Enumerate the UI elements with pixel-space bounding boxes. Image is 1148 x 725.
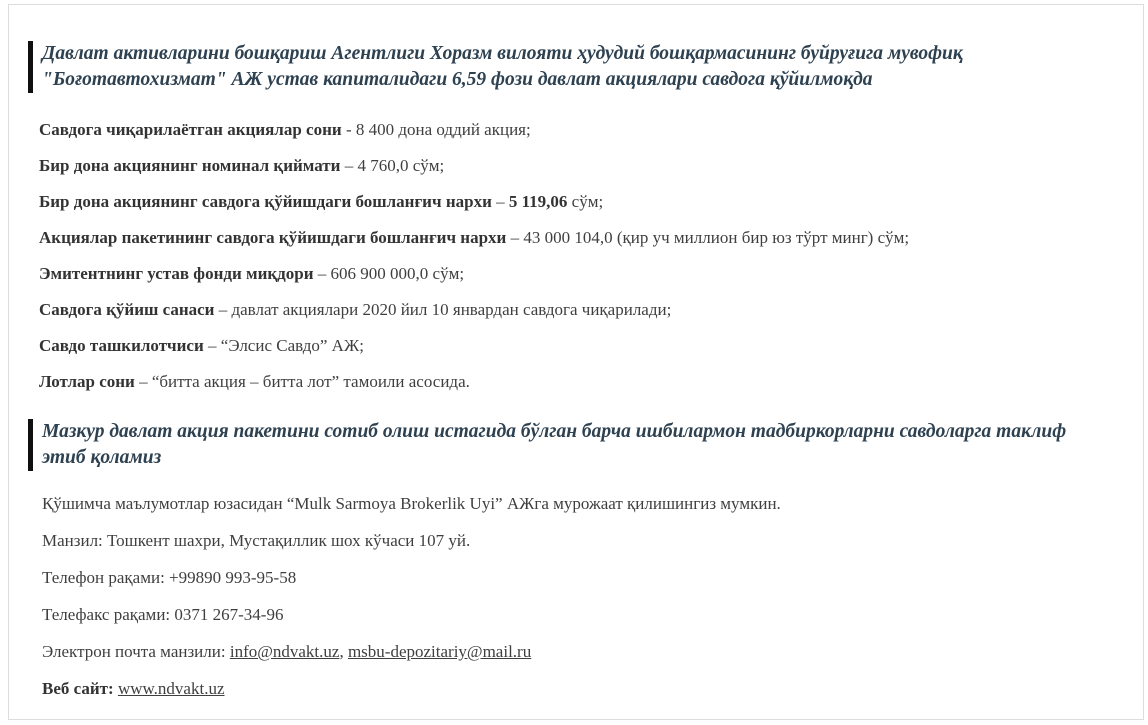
list-item-lot-count — [39, 371, 1113, 393]
announcement-page — [8, 4, 1144, 720]
invitation-heading: Мазкур давлат акция пакетини сотиб олиш истагида бўлган барча ишбилармон тадбиркорларни савдоларга таклиф этиб қоламиз — [28, 419, 1112, 471]
contact-fax-line: Телефакс рақами: 0371 267-34-96 — [42, 605, 284, 624]
list-item-auction-organizer — [39, 335, 1113, 357]
website-link[interactable]: www.ndvakt.uz — [117, 679, 225, 698]
item-label: Бир дона акциянинг савдога қўйишдаги бошланғич нархи — [39, 192, 492, 211]
announcement-title: Давлат активларини бошқариш Агентлиги Хоразм вилояти ҳудудий бошқармасининг буйруғига мувофиқ "Боғотавтохизмат" АЖ устав капиталидаги 6,59 фози давлат акциялари савдога қўйилмоқда — [28, 41, 1112, 93]
item-value: 8 400 дона оддий акция; — [355, 120, 531, 139]
item-dash: – — [214, 300, 232, 319]
item-value: давлат акциялари 2020 йил 10 январдан савдога чиқарилади; — [231, 300, 672, 319]
item-dash: – — [491, 192, 509, 211]
item-dash: – — [313, 264, 331, 283]
item-dash: – — [203, 336, 221, 355]
contact-block — [39, 493, 1113, 700]
contact-email-line — [39, 641, 1113, 663]
auction-details-list — [39, 119, 1113, 393]
contact-phone-line: Телефон рақами: +99890 993-95-58 — [42, 568, 297, 587]
website-label: Веб сайт: — [42, 679, 118, 698]
item-value: “Элсис Савдо” АЖ; — [220, 336, 364, 355]
email-separator: , — [339, 642, 348, 661]
list-item-nominal-price — [39, 155, 1113, 177]
item-label: Савдога қўйиш санаси — [39, 300, 215, 319]
item-label: Бир дона акциянинг номинал қиймати — [39, 156, 341, 175]
contact-info-line: Қўшимча маълумотлар юзасидан “Mulk Sarmoya Brokerlik Uyi” АЖга мурожаат қилишингиз мумкин. — [42, 494, 781, 513]
item-bold-value: 5 119,06 — [508, 192, 568, 211]
item-dash: – — [134, 372, 152, 391]
item-label: Акциялар пакетининг савдога қўйишдаги бошланғич нархи — [39, 228, 507, 247]
item-value: 4 760,0 сўм; — [357, 156, 445, 175]
item-label: Савдога чиқарилаётган акциялар сони — [39, 120, 342, 139]
list-item-start-price-package — [39, 227, 1113, 249]
item-label: Лотлар сони — [39, 372, 135, 391]
list-item-start-price-per-share — [39, 191, 1113, 213]
item-dash: – — [506, 228, 524, 247]
contact-website-line — [39, 678, 1113, 700]
email-link-ndvakt[interactable]: info@ndvakt.uz — [229, 642, 340, 661]
email-link-depozitariy[interactable]: msbu-depozitariy@mail.ru — [347, 642, 532, 661]
item-value: сўм; — [567, 192, 604, 211]
list-item-auction-date — [39, 299, 1113, 321]
item-label: Эмитентнинг устав фонди миқдори — [39, 264, 314, 283]
item-label: Савдо ташкилотчиси — [39, 336, 204, 355]
list-item-charter-fund — [39, 263, 1113, 285]
email-label: Электрон почта манзили: — [42, 642, 230, 661]
contact-address-line: Манзил: Тошкент шахри, Мустақиллик шох кўчаси 107 уй. — [42, 531, 471, 550]
item-value: “битта акция – битта лот” тамоили асосида. — [151, 372, 470, 391]
item-dash: – — [340, 156, 358, 175]
item-value: 606 900 000,0 сўм; — [330, 264, 465, 283]
list-item-share-count — [39, 119, 1113, 141]
item-value: 43 000 104,0 (қир уч миллион бир юз тўрт минг) сўм; — [523, 228, 910, 247]
item-dash: - — [341, 120, 356, 139]
